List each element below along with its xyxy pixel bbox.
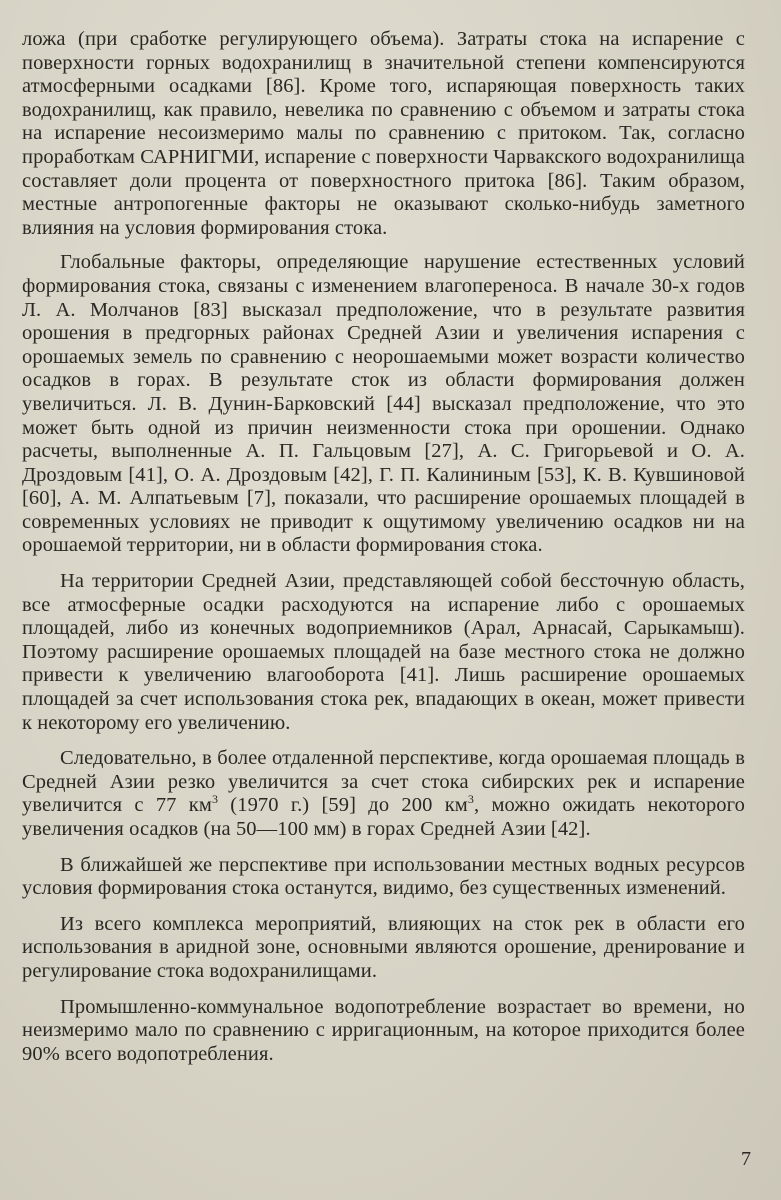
paragraph-4-part-2: (1970 г.) [59] до 200 км [218,794,468,817]
paragraph-4-part-3: , можно ожидать некоторого увеличения осадков (на 50—100 мм) в горах Средней Азии [42]. [22,794,746,840]
page-number: 7 [741,1148,751,1170]
superscript-cube-1: 3 [211,791,219,806]
paragraph-2: Глобальные факторы, определяющие нарушение естественных условий формирования стока, связаны с изменением влагопереноса. В начале 30-х годов Л. А. Молчанов [83] высказал предположение, что в результате развития орошения в предгорных районах Средней Азии и увеличения испарения с орошаемых земель по сравнению с неорошаемыми может возрасти количество осадков в горах. В результате сток из области формирования должен увеличиться. Л. В. Дунин-Барковский [44] высказал предположение, что это может быть одной из причин неизменности стока при орошении. Однако расчеты, выполненные А. П. Гальцовым [27], А. С. Григорьевой и О. А. Дроздовым [41], О. А. Дроздовым [42], Г. П. Калининым [53], К. В. Кувшиновой [60], А. М. Алпатьевым [7], показали, что расширение орошаемых площадей в современных условиях не приводит к ощутимому увеличению осадков ни на орошаемой территории, ни в области формирования стока. [22,251,745,557]
paragraph-1: ложа (при сработке регулирующего объема). Затраты стока на испарение с поверхности горных водохранилищ в значительной степени компенсируются атмосферными осадками [86]. Кроме того, испаряющая поверхность таких водохранилищ, как правило, невелика по сравнению с объемом и затраты стока на испарение несоизмеримо малы по сравнению с притоком. Так, согласно проработкам САРНИГМИ, испарение с поверхности Чарвакского водохранилища составляет доли процента от поверхностного притока [86]. Таким образом, местные антропогенные факторы не оказывают сколько-нибудь заметного влияния на условия формирования стока. [22,28,745,239]
paragraph-7: Промышленно-коммунальное водопотребление возрастает во времени, но неизмеримо мало по сравнению с ирригационным, на которое приходится более 90% всего водопотребления. [22,995,745,1065]
superscript-cube-2: 3 [467,791,474,806]
paragraph-3: На территории Средней Азии, представляющей собой бессточную область, все атмосферные осадки расходуются на испарение либо с орошаемых площадей, либо из конечных водоприемников (Арал, Арнасай, Сарыкамыш). Поэтому расширение орошаемых площадей на базе местного стока не должно привести к увеличению влагооборота [41]. Лишь расширение орошаемых площадей за счет использования стока рек, впадающих в океан, может привести к некоторому его увеличению. [22,570,745,734]
paragraph-4 [22,747,745,841]
paragraph-5: В ближайшей же перспективе при использовании местных водных ресурсов условия формирования стока останутся, видимо, без существенных изменений. [22,853,745,900]
paragraph-6: Из всего комплекса мероприятий, влияющих на сток рек в области его использования в аридной зоне, основными являются орошение, дренирование и регулирование стока водохранилищами. [22,912,745,982]
paragraph-4-part-1: Следовательно, в более отдаленной перспективе, когда орошаемая площадь в Средней Азии резко увеличится за счет стока сибирских рек и испарение увеличится с 77 км [22,747,745,817]
